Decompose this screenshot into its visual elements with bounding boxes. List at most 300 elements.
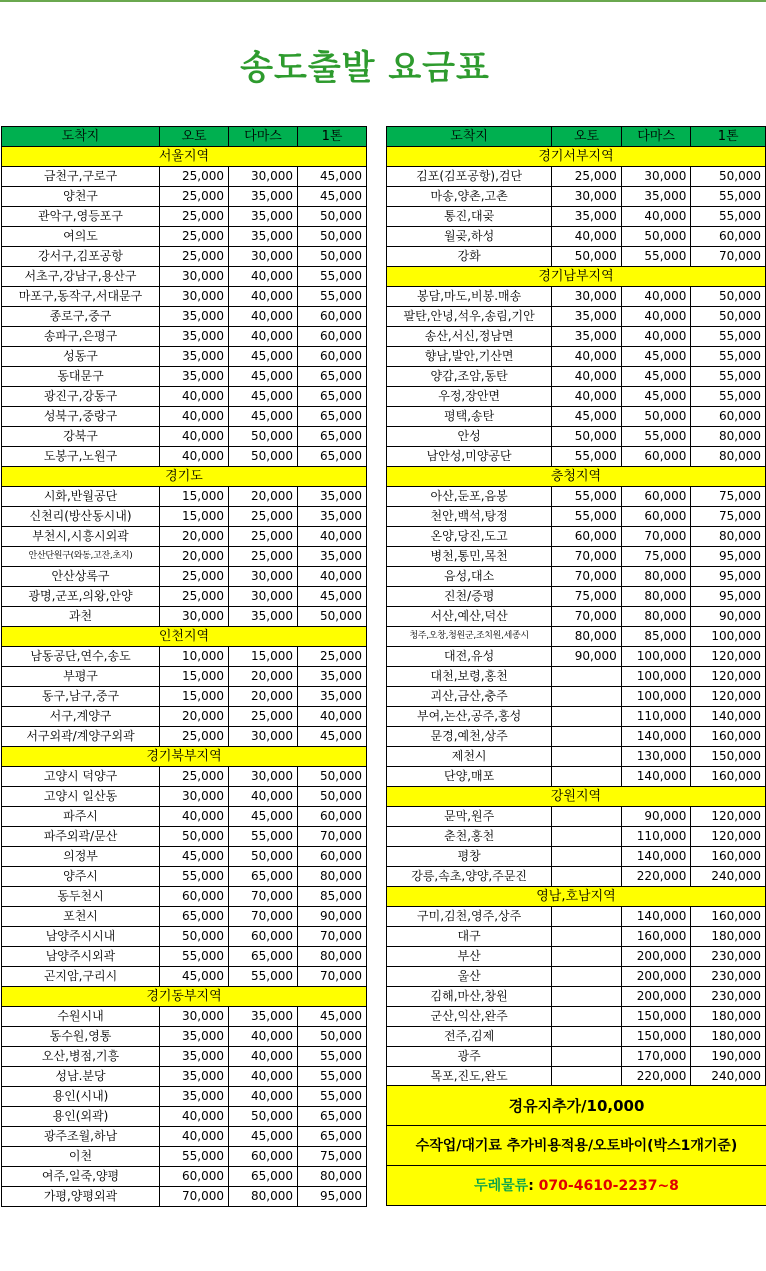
table-row: [2, 947, 367, 967]
destination-cell: 고양시 덕양구: [2, 767, 160, 787]
price-cell: 35,000: [298, 547, 367, 567]
section-row: [387, 147, 766, 167]
table-row: [2, 1027, 367, 1047]
price-cell: 45,000: [160, 847, 229, 867]
price-cell: 190,000: [691, 1047, 766, 1067]
price-cell: 50,000: [229, 447, 298, 467]
price-cell: 230,000: [691, 947, 766, 967]
price-cell: [552, 867, 621, 887]
destination-cell: 용인(외곽): [2, 1107, 160, 1127]
price-cell: 65,000: [298, 1107, 367, 1127]
table-row: [2, 187, 367, 207]
section-row: [387, 787, 766, 807]
price-cell: 200,000: [621, 987, 691, 1007]
surcharge-note: 수작업/대기료 추가비용적용/오토바이(박스1개기준): [386, 1126, 766, 1166]
section-title: 경기서부지역: [387, 147, 766, 167]
price-cell: 110,000: [621, 707, 691, 727]
destination-cell: 강서구,김포공항: [2, 247, 160, 267]
price-cell: 80,000: [229, 1187, 298, 1207]
price-cell: 75,000: [691, 487, 766, 507]
table-row: [387, 1007, 766, 1027]
destination-cell: 파주시: [2, 807, 160, 827]
table-row: [2, 1007, 367, 1027]
price-cell: 60,000: [621, 487, 691, 507]
price-cell: 100,000: [621, 687, 691, 707]
price-cell: 80,000: [552, 627, 621, 647]
section-row: [2, 747, 367, 767]
table-row: [2, 1187, 367, 1207]
price-cell: 240,000: [691, 867, 766, 887]
section-row: [2, 467, 367, 487]
destination-cell: 울산: [387, 967, 552, 987]
rate-table-left: [1, 126, 367, 1207]
price-cell: 80,000: [691, 427, 766, 447]
table-row: [387, 767, 766, 787]
destination-cell: 구미,김천,영주,상주: [387, 907, 552, 927]
destination-cell: 동대문구: [2, 367, 160, 387]
price-cell: 30,000: [160, 607, 229, 627]
column-header: 1톤: [691, 127, 766, 147]
price-cell: 55,000: [691, 207, 766, 227]
price-cell: 40,000: [621, 307, 691, 327]
price-cell: 200,000: [621, 947, 691, 967]
price-cell: 75,000: [552, 587, 621, 607]
section-row: [387, 887, 766, 907]
price-cell: 45,000: [552, 407, 621, 427]
price-cell: 170,000: [621, 1047, 691, 1067]
price-cell: 50,000: [691, 307, 766, 327]
table-row: [2, 427, 367, 447]
price-cell: 50,000: [298, 787, 367, 807]
price-cell: [552, 1047, 621, 1067]
destination-cell: 오산,병점,기흥: [2, 1047, 160, 1067]
price-cell: 65,000: [298, 447, 367, 467]
destination-cell: 송파구,은평구: [2, 327, 160, 347]
table-row: [2, 1067, 367, 1087]
price-cell: 35,000: [160, 1047, 229, 1067]
table-row: [2, 667, 367, 687]
price-cell: [552, 707, 621, 727]
table-row: [2, 1147, 367, 1167]
table-row: [387, 627, 766, 647]
price-cell: 90,000: [691, 607, 766, 627]
table-row: [387, 407, 766, 427]
price-cell: 40,000: [160, 407, 229, 427]
destination-cell: 아산,둔포,음봉: [387, 487, 552, 507]
price-cell: 20,000: [229, 487, 298, 507]
price-cell: 30,000: [160, 287, 229, 307]
price-cell: 35,000: [160, 307, 229, 327]
destination-cell: 여의도: [2, 227, 160, 247]
price-cell: 30,000: [160, 787, 229, 807]
destination-cell: 우정,장안면: [387, 387, 552, 407]
price-cell: 55,000: [552, 447, 621, 467]
destination-cell: 마송,양촌,고촌: [387, 187, 552, 207]
price-cell: 80,000: [621, 607, 691, 627]
price-cell: 60,000: [691, 227, 766, 247]
header-row: [387, 127, 766, 147]
table-row: [2, 907, 367, 927]
destination-cell: 마포구,동작구,서대문구: [2, 287, 160, 307]
price-cell: 55,000: [691, 347, 766, 367]
section-title: 영남,호남지역: [387, 887, 766, 907]
table-row: [387, 187, 766, 207]
destination-cell: 성남.분당: [2, 1067, 160, 1087]
price-cell: 20,000: [160, 547, 229, 567]
price-cell: 30,000: [229, 247, 298, 267]
table-row: [387, 527, 766, 547]
price-cell: [552, 767, 621, 787]
price-cell: 40,000: [298, 527, 367, 547]
price-cell: 25,000: [160, 767, 229, 787]
destination-cell: 서구외곽/계양구외곽: [2, 727, 160, 747]
price-cell: 120,000: [691, 807, 766, 827]
price-cell: 40,000: [229, 267, 298, 287]
price-cell: 30,000: [160, 267, 229, 287]
table-row: [387, 447, 766, 467]
destination-cell: 남양주시시내: [2, 927, 160, 947]
price-cell: 30,000: [552, 187, 621, 207]
price-cell: 35,000: [298, 507, 367, 527]
price-cell: 45,000: [298, 727, 367, 747]
price-cell: 85,000: [298, 887, 367, 907]
price-cell: 75,000: [298, 1147, 367, 1167]
price-cell: 20,000: [160, 707, 229, 727]
price-cell: 70,000: [621, 527, 691, 547]
price-cell: 40,000: [552, 227, 621, 247]
price-cell: 140,000: [621, 907, 691, 927]
price-cell: 230,000: [691, 987, 766, 1007]
table-row: [2, 267, 367, 287]
price-cell: 15,000: [160, 487, 229, 507]
destination-cell: 안산단원구(와동,고잔,초지): [2, 547, 160, 567]
price-cell: 220,000: [621, 867, 691, 887]
table-row: [2, 707, 367, 727]
price-cell: 50,000: [229, 847, 298, 867]
price-cell: 70,000: [691, 247, 766, 267]
table-row: [387, 987, 766, 1007]
destination-cell: 병천,통민,목천: [387, 547, 552, 567]
price-cell: 50,000: [229, 427, 298, 447]
price-cell: 80,000: [298, 947, 367, 967]
price-cell: 200,000: [621, 967, 691, 987]
table-row: [387, 927, 766, 947]
destination-cell: 춘천,홍천: [387, 827, 552, 847]
destination-cell: 시화,반월공단: [2, 487, 160, 507]
price-cell: 15,000: [160, 507, 229, 527]
section-row: [2, 147, 367, 167]
price-cell: 55,000: [298, 267, 367, 287]
destination-cell: 제천시: [387, 747, 552, 767]
table-row: [2, 1167, 367, 1187]
price-cell: 50,000: [298, 767, 367, 787]
destination-cell: 양천구: [2, 187, 160, 207]
destination-cell: 강화: [387, 247, 552, 267]
price-cell: 30,000: [229, 167, 298, 187]
table-row: [387, 587, 766, 607]
price-cell: 15,000: [160, 687, 229, 707]
price-cell: 35,000: [160, 367, 229, 387]
price-cell: 40,000: [160, 387, 229, 407]
price-cell: 120,000: [691, 827, 766, 847]
price-cell: 230,000: [691, 967, 766, 987]
destination-cell: 괴산,금산,충주: [387, 687, 552, 707]
destination-cell: 동두천시: [2, 887, 160, 907]
price-cell: 50,000: [298, 207, 367, 227]
price-cell: 60,000: [298, 327, 367, 347]
destination-cell: 포천시: [2, 907, 160, 927]
table-row: [2, 507, 367, 527]
table-row: [387, 967, 766, 987]
table-row: [387, 707, 766, 727]
destination-cell: 단양,매포: [387, 767, 552, 787]
price-cell: 55,000: [160, 867, 229, 887]
price-cell: 150,000: [621, 1027, 691, 1047]
price-cell: 25,000: [160, 247, 229, 267]
price-cell: 50,000: [160, 827, 229, 847]
price-cell: 45,000: [621, 387, 691, 407]
table-row: [387, 327, 766, 347]
destination-cell: 강릉,속초,양양,주문진: [387, 867, 552, 887]
price-cell: 70,000: [298, 967, 367, 987]
table-row: [387, 727, 766, 747]
destination-cell: 동수원,영통: [2, 1027, 160, 1047]
price-cell: 40,000: [621, 287, 691, 307]
price-cell: 55,000: [229, 967, 298, 987]
column-header: 도착지: [387, 127, 552, 147]
price-cell: 45,000: [229, 387, 298, 407]
price-cell: 30,000: [229, 767, 298, 787]
destination-cell: 이천: [2, 1147, 160, 1167]
table-row: [387, 1067, 766, 1087]
section-row: [2, 627, 367, 647]
table-row: [387, 807, 766, 827]
price-cell: 95,000: [691, 567, 766, 587]
table-row: [2, 527, 367, 547]
price-cell: 45,000: [621, 367, 691, 387]
price-cell: 55,000: [160, 1147, 229, 1167]
section-title: 경기동부지역: [2, 987, 367, 1007]
price-cell: 180,000: [691, 1027, 766, 1047]
destination-cell: 천안,백석,탕정: [387, 507, 552, 527]
price-cell: 25,000: [160, 167, 229, 187]
destination-cell: 평창: [387, 847, 552, 867]
price-cell: 45,000: [298, 1007, 367, 1027]
price-cell: 45,000: [229, 367, 298, 387]
price-cell: 35,000: [229, 227, 298, 247]
table-row: [2, 687, 367, 707]
price-cell: 50,000: [691, 287, 766, 307]
price-cell: 55,000: [229, 827, 298, 847]
price-cell: 120,000: [691, 687, 766, 707]
price-cell: 50,000: [160, 927, 229, 947]
price-cell: [552, 987, 621, 1007]
table-row: [387, 647, 766, 667]
destination-cell: 서구,계양구: [2, 707, 160, 727]
price-cell: 35,000: [160, 1067, 229, 1087]
price-cell: 70,000: [160, 1187, 229, 1207]
destination-cell: 가평,양평외곽: [2, 1187, 160, 1207]
price-cell: 70,000: [298, 927, 367, 947]
price-cell: 70,000: [552, 567, 621, 587]
price-cell: 45,000: [298, 187, 367, 207]
table-row: [2, 247, 367, 267]
table-row: [2, 607, 367, 627]
price-cell: 50,000: [621, 227, 691, 247]
price-cell: 160,000: [621, 927, 691, 947]
price-cell: [552, 847, 621, 867]
table-row: [2, 207, 367, 227]
price-cell: 55,000: [621, 427, 691, 447]
price-cell: [552, 667, 621, 687]
price-cell: 70,000: [298, 827, 367, 847]
destination-cell: 부산: [387, 947, 552, 967]
price-cell: 65,000: [298, 407, 367, 427]
price-cell: 45,000: [229, 407, 298, 427]
price-cell: 35,000: [229, 1007, 298, 1027]
price-cell: [552, 927, 621, 947]
destination-cell: 청주,오창,청원군,조치원,세종시: [387, 627, 552, 647]
section-row: [387, 467, 766, 487]
price-cell: 90,000: [552, 647, 621, 667]
table-row: [2, 927, 367, 947]
table-row: [2, 567, 367, 587]
destination-cell: 평택,송탄: [387, 407, 552, 427]
price-cell: 50,000: [552, 247, 621, 267]
column-header: 오토: [160, 127, 229, 147]
price-cell: 35,000: [160, 1087, 229, 1107]
table-row: [2, 307, 367, 327]
price-cell: 50,000: [298, 1027, 367, 1047]
price-cell: 80,000: [691, 447, 766, 467]
price-cell: 50,000: [229, 1107, 298, 1127]
price-cell: 85,000: [621, 627, 691, 647]
destination-cell: 광주: [387, 1047, 552, 1067]
price-cell: 55,000: [691, 327, 766, 347]
price-cell: [552, 907, 621, 927]
table-row: [2, 487, 367, 507]
price-cell: 25,000: [160, 587, 229, 607]
price-cell: 25,000: [298, 647, 367, 667]
destination-cell: 곤지암,구리시: [2, 967, 160, 987]
destination-cell: 광주조월,하남: [2, 1127, 160, 1147]
price-cell: 40,000: [552, 387, 621, 407]
notes-panel: [386, 1085, 766, 1206]
destination-cell: 광진구,강동구: [2, 387, 160, 407]
price-cell: 240,000: [691, 1067, 766, 1087]
section-title: 경기남부지역: [387, 267, 766, 287]
price-cell: 55,000: [552, 487, 621, 507]
price-cell: 55,000: [691, 367, 766, 387]
table-row: [2, 767, 367, 787]
price-cell: 15,000: [229, 647, 298, 667]
price-cell: 40,000: [160, 427, 229, 447]
table-row: [2, 227, 367, 247]
price-cell: 120,000: [691, 667, 766, 687]
price-cell: 25,000: [229, 547, 298, 567]
destination-cell: 김해,마산,창원: [387, 987, 552, 1007]
price-cell: 70,000: [229, 887, 298, 907]
price-cell: 60,000: [552, 527, 621, 547]
price-cell: 70,000: [552, 547, 621, 567]
section-row: [2, 987, 367, 1007]
table-row: [2, 547, 367, 567]
price-cell: 40,000: [160, 1127, 229, 1147]
destination-cell: 김포(김포공항),검단: [387, 167, 552, 187]
table-row: [2, 807, 367, 827]
price-cell: 35,000: [160, 347, 229, 367]
price-cell: 50,000: [298, 247, 367, 267]
price-cell: 40,000: [160, 1107, 229, 1127]
price-cell: 40,000: [229, 1047, 298, 1067]
destination-cell: 부평구: [2, 667, 160, 687]
table-row: [387, 907, 766, 927]
table-row: [2, 867, 367, 887]
price-cell: 35,000: [229, 207, 298, 227]
price-cell: 70,000: [229, 907, 298, 927]
price-cell: 40,000: [621, 327, 691, 347]
table-row: [2, 727, 367, 747]
destination-cell: 팔탄,안녕,석우,송림,기안: [387, 307, 552, 327]
destination-cell: 금천구,구로구: [2, 167, 160, 187]
table-row: [387, 747, 766, 767]
price-cell: 20,000: [229, 667, 298, 687]
price-cell: 65,000: [229, 947, 298, 967]
table-row: [387, 387, 766, 407]
price-cell: [552, 947, 621, 967]
table-row: [387, 347, 766, 367]
price-cell: [552, 827, 621, 847]
price-cell: 60,000: [298, 307, 367, 327]
price-cell: 60,000: [160, 887, 229, 907]
price-cell: 35,000: [160, 1027, 229, 1047]
price-cell: 60,000: [691, 407, 766, 427]
price-cell: 30,000: [229, 587, 298, 607]
price-cell: 40,000: [160, 447, 229, 467]
price-cell: 40,000: [229, 1027, 298, 1047]
price-cell: 65,000: [298, 387, 367, 407]
rate-table-right: [386, 126, 766, 1087]
price-cell: 65,000: [229, 1167, 298, 1187]
price-cell: 25,000: [229, 527, 298, 547]
price-cell: [552, 807, 621, 827]
destination-cell: 부여,논산,공주,홍성: [387, 707, 552, 727]
destination-cell: 목포,진도,완도: [387, 1067, 552, 1087]
destination-cell: 파주외곽/문산: [2, 827, 160, 847]
destination-cell: 진천/증평: [387, 587, 552, 607]
destination-cell: 종로구,중구: [2, 307, 160, 327]
price-cell: 80,000: [691, 527, 766, 547]
price-cell: 20,000: [160, 527, 229, 547]
destination-cell: 동구,남구,중구: [2, 687, 160, 707]
price-cell: 80,000: [298, 867, 367, 887]
price-cell: 95,000: [298, 1187, 367, 1207]
price-cell: 110,000: [621, 827, 691, 847]
destination-cell: 군산,익산,완주: [387, 1007, 552, 1027]
price-cell: 40,000: [621, 207, 691, 227]
price-cell: [552, 1067, 621, 1087]
destination-cell: 용인(시내): [2, 1087, 160, 1107]
price-cell: 30,000: [160, 1007, 229, 1027]
price-cell: 150,000: [621, 1007, 691, 1027]
destination-cell: 통진,대곶: [387, 207, 552, 227]
price-cell: 55,000: [691, 187, 766, 207]
header-row: [2, 127, 367, 147]
price-cell: 35,000: [552, 207, 621, 227]
price-cell: 60,000: [229, 1147, 298, 1167]
price-cell: 15,000: [160, 667, 229, 687]
section-title: 강원지역: [387, 787, 766, 807]
